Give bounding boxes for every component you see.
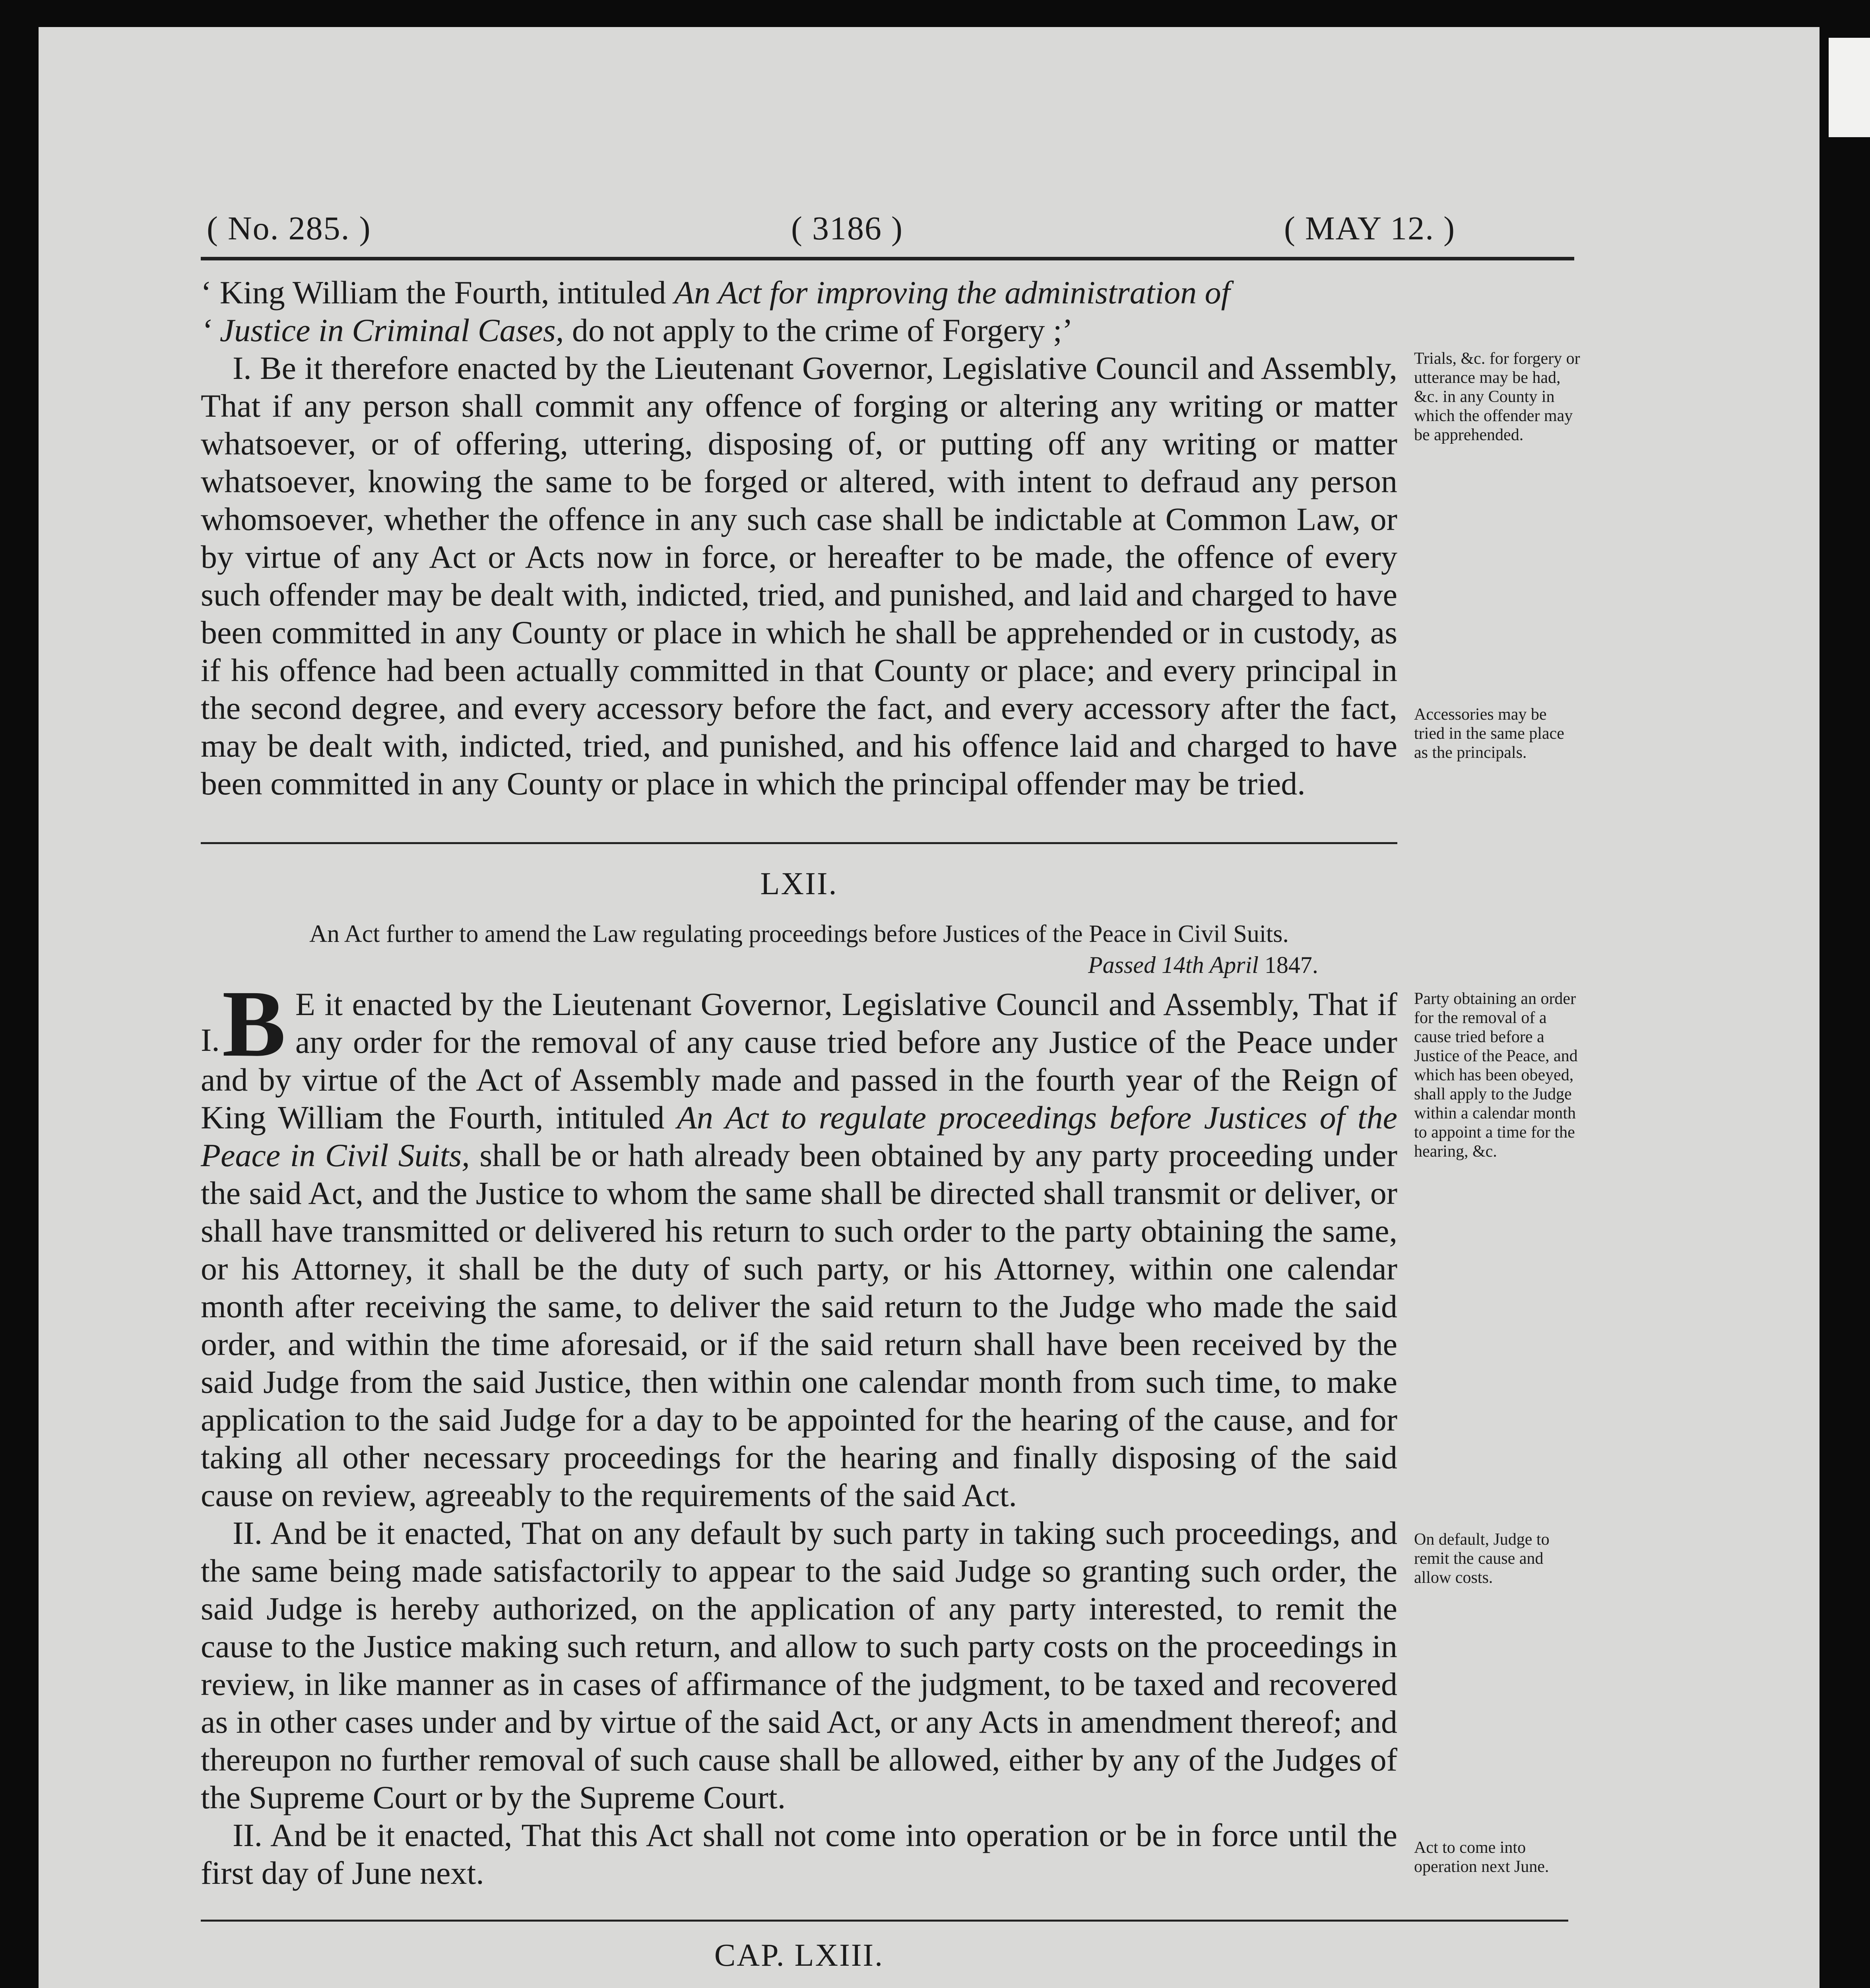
margin-note-operation: Act to come into operation next June. — [1414, 1839, 1549, 1876]
margin-note-trials: Trials, &c. for forgery or utterance may be had, &c. in any County in which the offender may be apprehended. — [1414, 349, 1580, 444]
act-lxii-cited-act: An Act to regulate proceedings before Justices of the Peace in Civil Suits, — [201, 1099, 1397, 1173]
forgery-act-title-a: An Act for improving the administration of — [674, 274, 1230, 311]
act-lxii-section-iii: II. And be it enacted, That this Act shall not come into operation or be in force until the first day of June next. — [201, 1817, 1397, 1891]
act-lxii-dropcap: B — [222, 971, 286, 1076]
act-lxii-section-numeral: I. — [201, 1022, 220, 1058]
act-lxii-section-i-b: shall be or hath already been obtained by any party proceeding under the said Act, and the Justice to whom the same shall be directed shall transmit or deliver, or shall have transmitted or delivered his return to such order to the party obtaining the same, or his Attorney, it shall be the duty of such party, or his Attorney, within one calendar month after receiving the same, to deliver the said return to the Judge who made the said order, and within the time aforesaid, or if the said return shall have been received by the said Judge from the said Justice, then within one calendar month from such time, to make application to the said Judge for a day to be appointed for the hearing of the cause, and for taking all other necessary proceedings for the hearing and finally disposing of the said cause on review, agreeably to the requirements of the said Act. — [201, 1137, 1398, 1513]
act-lxii-description: An Act further to amend the Law regulating proceedings before Justices of the Peace in Civil Suits. — [309, 920, 1289, 947]
act-lxii-section-i-a: E it enacted by the Lieutenant Governor, Legislative Council and Assembly, That if any order for the removal of any cause tried before any Justice of the Peace under and by virtue of the Act of Assembly made and passed in the fourth year of the Reign of King William the Fourth, intituled — [201, 986, 1397, 1136]
section-forgery-text — [201, 274, 1397, 802]
act-lxii-text — [201, 971, 1398, 1892]
margin-note-party-obtaining: Party obtaining an order for the removal of a cause tried before a Justice of the Peace, and which has been obeyed, shall apply to the Judge within a calendar month to appoint a time for the hearing, &c. — [1414, 990, 1578, 1161]
act-lxii-passed — [1088, 951, 1318, 979]
margin-note-accessories: Accessories may be tried in the same place as the principals. — [1414, 705, 1564, 762]
header-date: ( MAY 12. ) — [1284, 210, 1456, 247]
document-page — [39, 27, 1820, 1988]
section-rule-2 — [201, 1920, 1568, 1922]
act-lxii-passed-label: Passed 14th April — [1088, 952, 1265, 978]
act-lxii-passed-year: 1847. — [1264, 952, 1318, 978]
header-rule — [201, 257, 1574, 260]
act-lxii-heading: LXII. — [760, 866, 838, 901]
act-lxii-section-ii: II. And be it enacted, That on any default by such party in taking such proceedings, and the same being made satisfactorily to appear to the said Judge so granting such order, the said Judge is hereby authorized, on the application of any party interested, to remit the cause to the Justice making such return, and allow to such party costs on the proceedings in review, in like manner as in cases of affirmance of the judgment, to be taxed and recovered as in other cases under and by virtue of the said Act, or any Acts in amendment thereof; and thereupon no further removal of such cause shall be allowed, either by any of the Judges of the Supreme Court or by the Supreme Court. — [201, 1515, 1397, 1815]
header-page-number: ( 3186 ) — [791, 210, 903, 247]
forgery-act-title-b: ‘ Justice in Criminal Cases, — [201, 312, 564, 348]
forgery-intro-post: do not apply to the crime of Forgery ;’ — [564, 312, 1073, 348]
forgery-section-i: I. Be it therefore enacted by the Lieutenant Governor, Legislative Council and Assembly, That if any person shall commit any offence of forging or altering any writing or matter whatsoever, or of offering, uttering, disposing of, or putting off any writing or matter whatsoever, knowing the same to be forged or altered, with intent to defraud any person whomsoever, whether the offence in any such case shall be indictable at Common Law, or by virtue of any Act or Acts now in force, or hereafter to be made, the offence of every such offender may be dealt with, indicted, tried, and punished, and laid and charged to have been committed in any County or place in which he shall be apprehended or in custody, as if his offence had been actually committed in that County or place; and every principal in the second degree, and every accessory before the fact, and every accessory after the fact, may be dealt with, indicted, tried, and punished, and his offence laid and charged to have been committed in any County or place in which the principal offender may be tried. — [201, 350, 1397, 802]
scan-edge-tab-top — [1829, 38, 1870, 137]
header-number: ( No. 285. ) — [207, 210, 371, 247]
act-lxiii-heading: CAP. LXIII. — [714, 1938, 884, 1973]
margin-note-on-default: On default, Judge to remit the cause and allow costs. — [1414, 1530, 1550, 1587]
section-rule-1 — [201, 842, 1397, 844]
forgery-intro-pre: ‘ King William the Fourth, intituled — [201, 274, 674, 311]
